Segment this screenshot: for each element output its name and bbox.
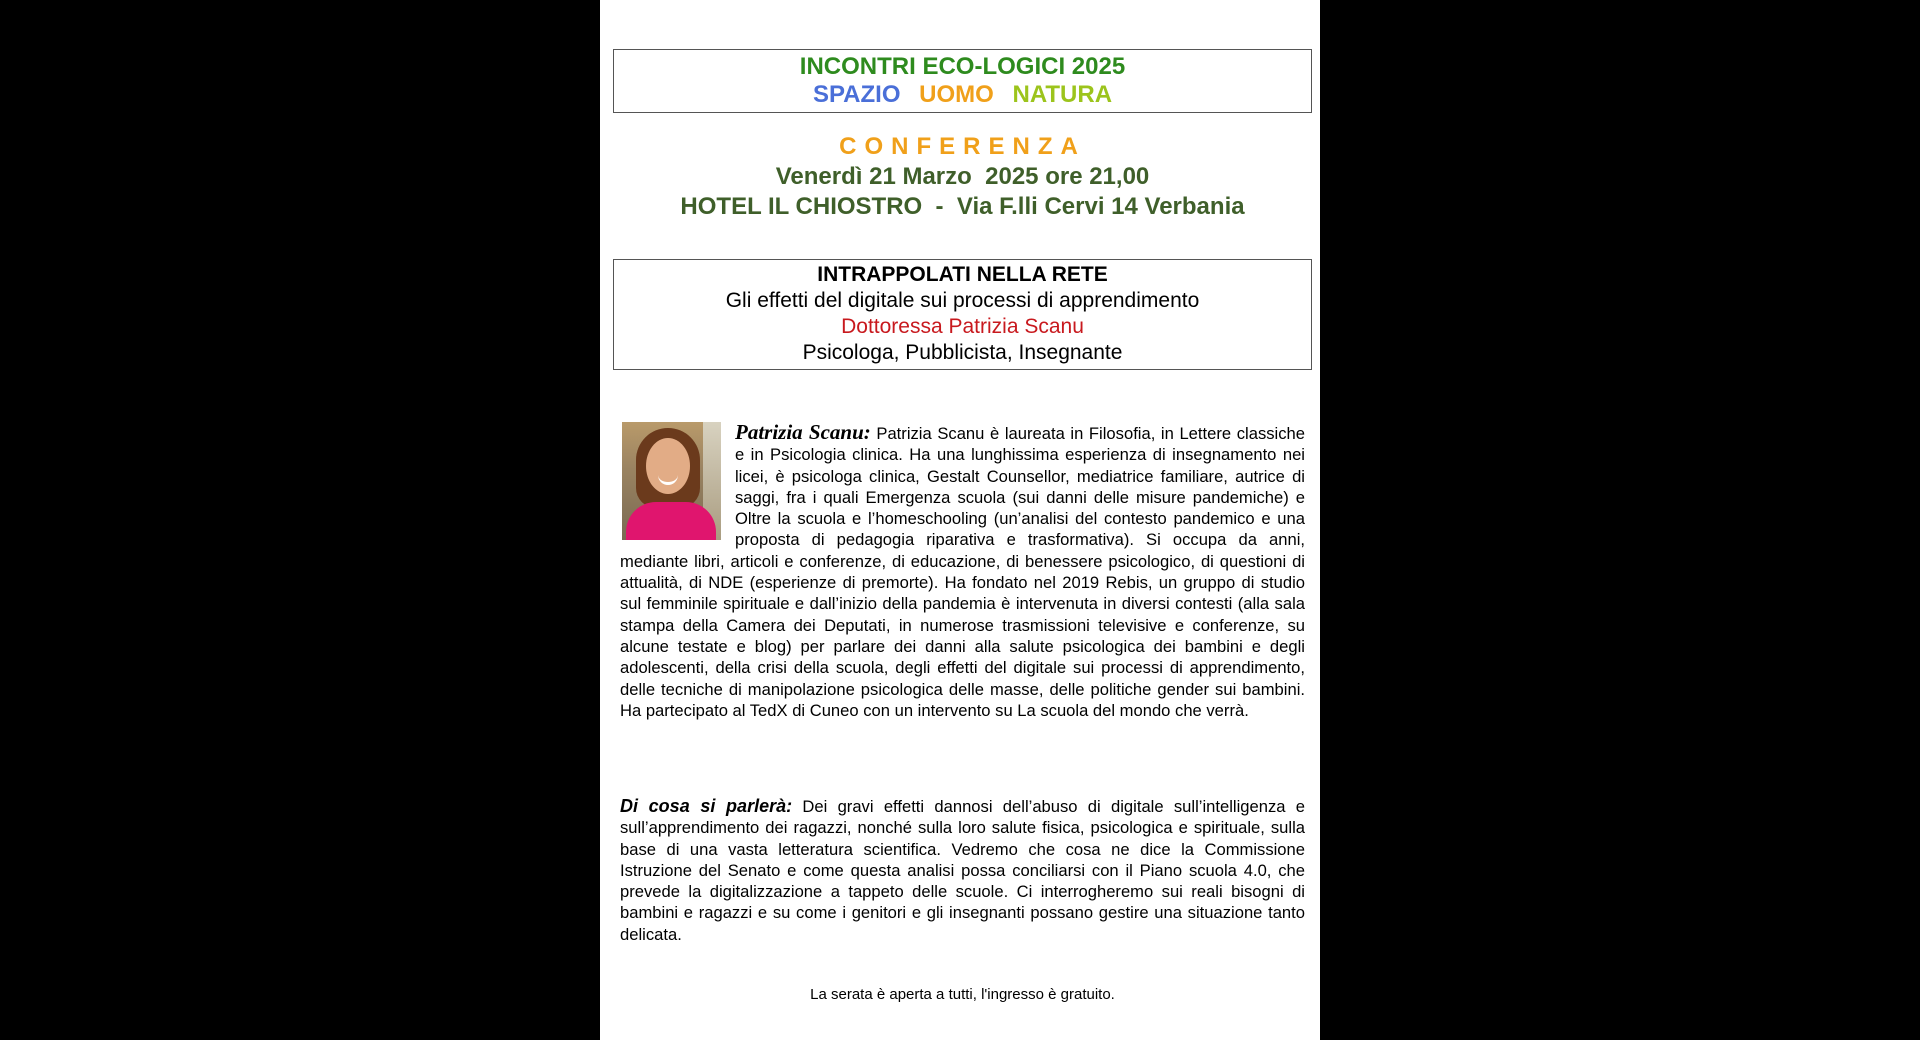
talk-subtitle: Gli effetti del digitale sui processi di apprendimento bbox=[725, 289, 1200, 312]
talk-box bbox=[613, 259, 1312, 370]
series-subtitle bbox=[614, 81, 1311, 109]
bio-name: Patrizia Scanu: bbox=[735, 420, 871, 444]
topics-section bbox=[620, 796, 1305, 945]
footer-note: La serata è aperta a tutti, l'ingresso è gratuito. bbox=[810, 986, 1115, 1003]
talk-title: INTRAPPOLATI NELLA RETE bbox=[817, 263, 1108, 286]
speaker-bio bbox=[620, 422, 1305, 721]
series-header-box bbox=[613, 49, 1312, 113]
talk-speaker: Dottoressa Patrizia Scanu bbox=[841, 315, 1084, 338]
flyer-page bbox=[600, 0, 1320, 1040]
topics-label: Di cosa si parlerà: bbox=[620, 796, 793, 816]
topics-text: Dei gravi effetti dannosi dell’abuso di digitale sull’intelligenza e sull’apprendimento dei ragazzi, nonché sulla loro salute fisica, psicologica e spirituale, sulla base di una vasta letteratura scientifica. Vedremo che cosa ne dice la Commissione Istruzione del Senato e come questa analisi possa conciliarsi con il Piano scuola 4.0, che prevede la digitalizzazione a tappeto delle scuole. Ci interrogheremo sui reali bisogni di bambini e ragazzi e su come i genitori e gli insegnanti possano gestire una situazione tanto delicata. bbox=[620, 797, 1305, 944]
series-word-natura: NATURA bbox=[1012, 81, 1113, 108]
conference-date: Venerdì 21 Marzo 2025 ore 21,00 bbox=[775, 163, 1150, 190]
conference-venue: HOTEL IL CHIOSTRO - Via F.lli Cervi 14 Verbania bbox=[680, 193, 1245, 220]
bio-text: Patrizia Scanu è laureata in Filosofia, in Lettere classiche e in Psicologia clinica. Ha una lunghissima esperienza di insegnamento nei licei, è psicologa clinica, Gestalt Counsellor, mediatrice familiare, autrice di saggi, fra i quali Emergenza scuola (sui danni delle misure pandemiche) e Oltre la scuola e l’homeschooling (un’analisi del contesto pandemico e una proposta di pedagogia riparativa e trasformativa). Si occupa da anni, mediante libri, articoli e conferenze, di educazione, di benessere psicologico, di questioni di attualità, di NDE (esperienze di premorte). Ha fondato nel 2019 Rebis, un gruppo di studio sul femminile spirituale e dall’inizio della pandemia è intervenuta in diversi contesti (alla sala stampa della Camera dei Deputati, in numerose trasmissioni televisive e conferenze, su alcune testate e blog) per parlare dei danni alla salute psicologica dei bambini e degli adolescenti, della crisi della scuola, degli effetti del digitale sui processi di apprendimento, delle tecniche di manipolazione psicologica delle masse, delle politiche gender sui bambini. Ha partecipato al TedX di Cuneo con un intervento su La scuola del mondo che verrà. bbox=[620, 424, 1305, 720]
series-word-spazio: SPAZIO bbox=[812, 81, 901, 108]
conference-label: CONFERENZA bbox=[839, 133, 1086, 160]
series-title: INCONTRI ECO-LOGICI 2025 bbox=[799, 53, 1126, 80]
series-word-uomo: UOMO bbox=[919, 81, 994, 108]
talk-roles: Psicologa, Pubblicista, Insegnante bbox=[802, 341, 1123, 364]
conference-block bbox=[600, 132, 1325, 222]
speaker-photo bbox=[622, 422, 721, 540]
